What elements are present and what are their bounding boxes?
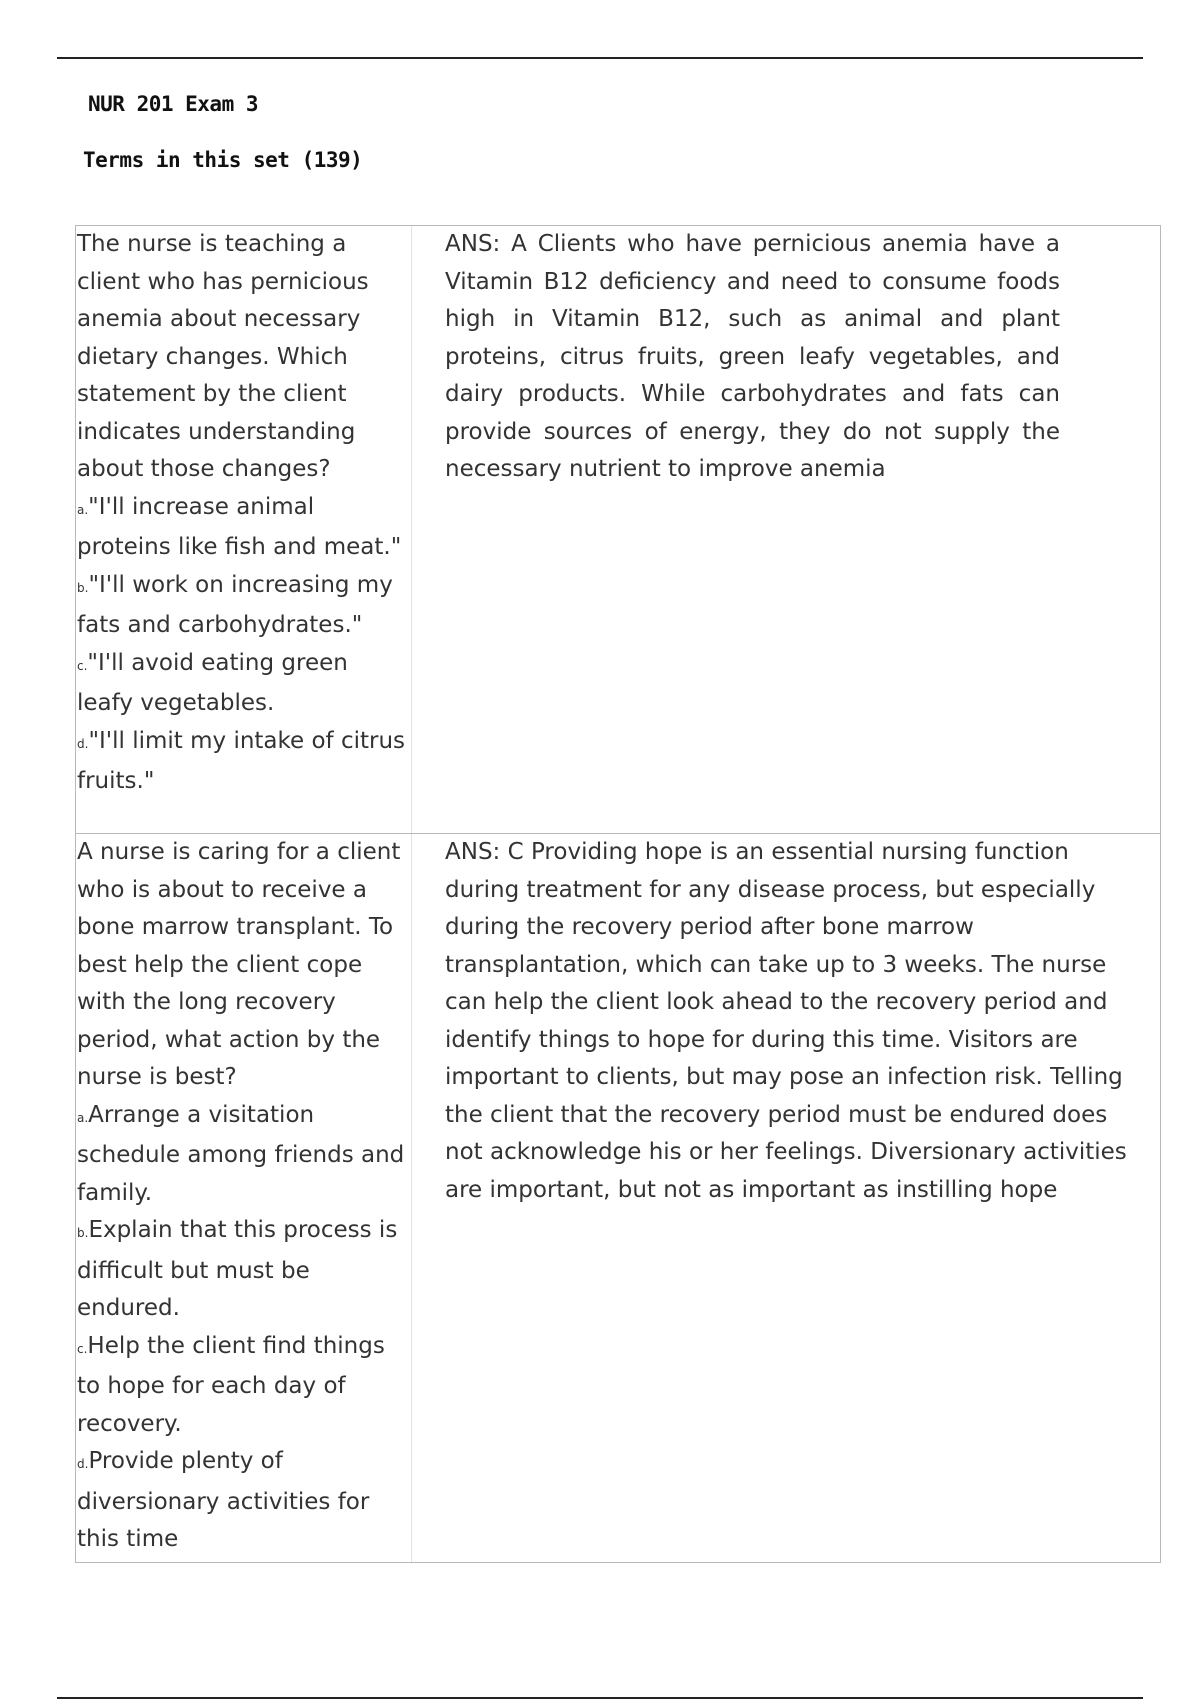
question-text: A nurse is caring for a client who is about to receive a bone marrow transplant. To best help the client cope with the long recovery period, what action by the nurse is best? (77, 839, 401, 1090)
answer-text: ANS: A Clients who have pernicious anemia have a Vitamin B12 deficiency and need to consume foods high in Vitamin B12, such as animal and plant proteins, citrus fruits, green leafy vegetables, and dairy products. While carbohydrates and fats can provide sources of energy, they do not supply the necessary nutrient to improve anemia (445, 231, 1060, 482)
bottom-rule (57, 1697, 1143, 1699)
term-cell (76, 834, 412, 1562)
option-d: d.Provide plenty of diversionary activities for this time (77, 1448, 370, 1552)
top-rule (57, 57, 1143, 59)
option-c: c.Help the client find things to hope for each day of recovery. (77, 1332, 385, 1437)
term-cell (76, 226, 412, 833)
definition-cell (412, 834, 1160, 1562)
question-text: The nurse is teaching a client who has pernicious anemia about necessary dietary changes. Which statement by the client indicates understanding about those changes? (77, 231, 369, 482)
option-b: b.Explain that this process is difficult but must be endured. (77, 1217, 398, 1321)
option-c: c."I'll avoid eating green leafy vegetables. (77, 649, 348, 716)
flashcard-row (76, 834, 1160, 1562)
option-d: d."I'll limit my intake of citrus fruits." (77, 727, 406, 794)
flashcard-row (76, 226, 1160, 834)
definition-cell (412, 226, 1160, 833)
option-a: a."I'll increase animal proteins like fish and meat." (77, 493, 402, 560)
answer-text: ANS: C Providing hope is an essential nursing function during treatment for any disease process, but especially during the recovery period after bone marrow transplantation, which can take up to 3 weeks. The nurse can help the client look ahead to the recovery period and identify things to hope for during this time. Visitors are important to clients, but may pose an infection risk. Telling the client that the recovery period must be endured does not acknowledge his or her feelings. Diversionary activities are important, but not as important as instilling hope (445, 839, 1127, 1203)
terms-count: Terms in this set (139) (83, 148, 363, 172)
option-b: b."I'll work on increasing my fats and carbohydrates." (77, 571, 393, 638)
option-a: a.Arrange a visitation schedule among friends and family. (77, 1101, 405, 1206)
document-title: NUR 201 Exam 3 (88, 92, 259, 116)
flashcard-table (75, 225, 1161, 1563)
